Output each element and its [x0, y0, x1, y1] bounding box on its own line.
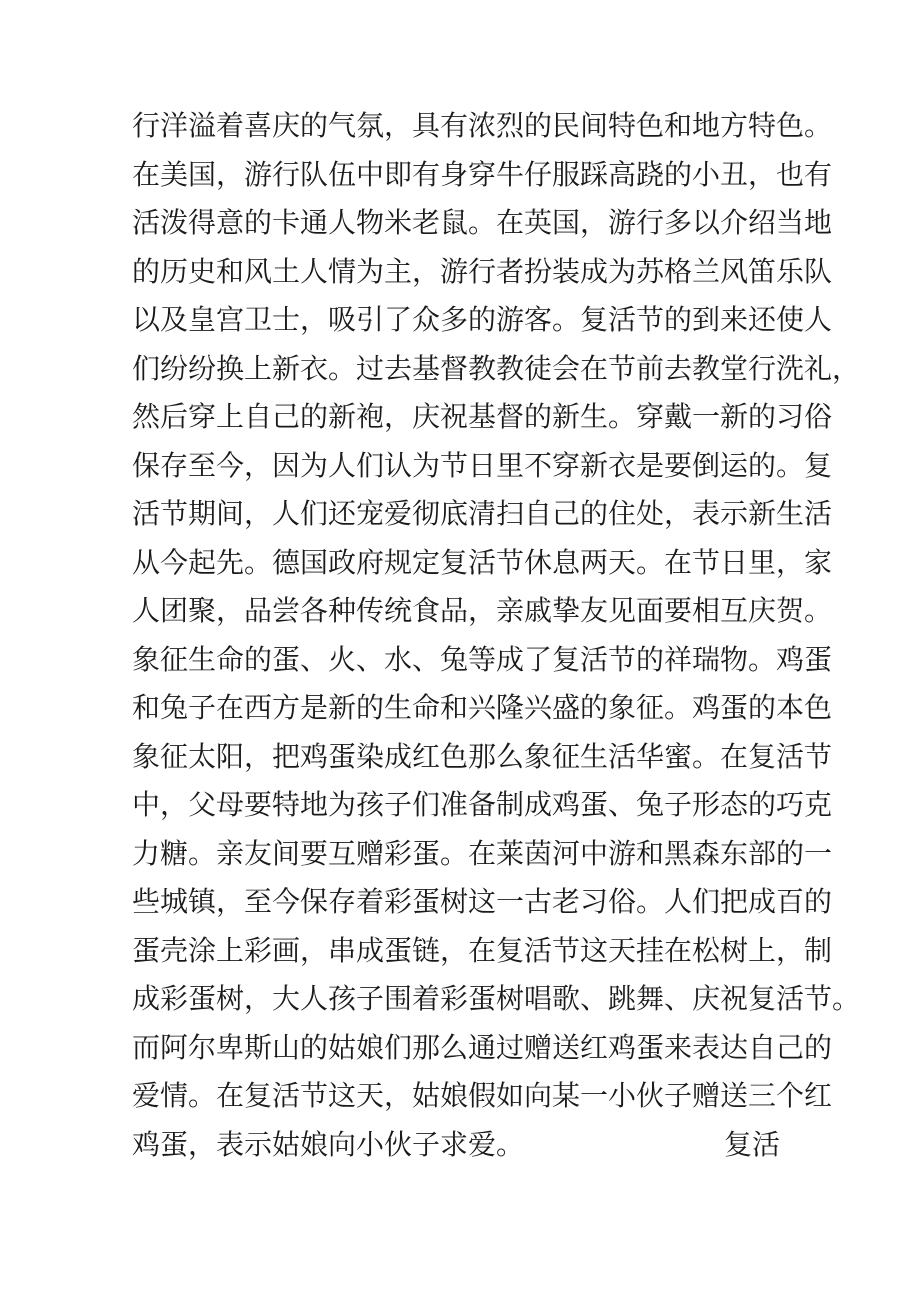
- text-line-22-start: 鸡蛋，表示姑娘向小伙子求爱。: [132, 1127, 525, 1161]
- text-line-8: 保存至今，因为人们认为节日里不穿新衣是要倒运的。复: [132, 448, 833, 482]
- text-line-6: 们纷纷换上新衣。过去基督教教徒会在节前去教堂行洗礼，: [132, 351, 861, 385]
- text-line-21: 爱情。在复活节这天，姑娘假如向某一小伙子赠送三个红: [132, 1079, 833, 1112]
- text-line-22-end: 复活: [724, 1127, 781, 1161]
- text-line-2: 在美国，游行队伍中即有身穿牛仔服踩高跷的小丑，也有: [132, 157, 833, 191]
- text-line-14: 象征太阳，把鸡蛋染成红色那么象征生活华蜜。在复活节: [132, 739, 833, 773]
- text-line-3: 活泼得意的卡通人物米老鼠。在英国，游行多以介绍当地: [132, 206, 833, 239]
- text-line-10: 从今起先。德国政府规定复活节休息两天。在节日里，家: [132, 545, 833, 579]
- text-line-19: 成彩蛋树，大人孩子围着彩蛋树唱歌、跳舞、庆祝复活节。: [132, 982, 861, 1015]
- text-line-5: 以及皇宫卫士，吸引了众多的游客。复活节的到来还使人: [132, 303, 833, 336]
- text-line-16: 力糖。亲友间要互赠彩蛋。在莱茵河中游和黑森东部的一: [132, 836, 833, 870]
- text-line-20: 而阿尔卑斯山的姑娘们那么通过赠送红鸡蛋来表达自己的: [132, 1030, 833, 1064]
- text-line-7: 然后穿上自己的新袍，庆祝基督的新生。穿戴一新的习俗: [132, 400, 833, 433]
- text-line-12: 象征生命的蛋、火、水、兔等成了复活节的祥瑞物。鸡蛋: [132, 642, 833, 676]
- text-line-17: 些城镇，至今保存着彩蛋树这一古老习俗。人们把成百的: [132, 885, 833, 918]
- text-line-22: [132, 1121, 812, 1170]
- text-line-18: 蛋壳涂上彩画，串成蛋链，在复活节这天挂在松树上，制: [132, 933, 833, 967]
- text-line-4: 的历史和风土人情为主，游行者扮装成为苏格兰风笛乐队: [132, 254, 833, 288]
- text-line-15: 中，父母要特地为孩子们准备制成鸡蛋、兔子形态的巧克: [132, 788, 833, 821]
- text-line-1: 行洋溢着喜庆的气氛，具有浓烈的民间特色和地方特色。: [132, 109, 833, 142]
- text-line-13: 和兔子在西方是新的生命和兴隆兴盛的象征。鸡蛋的本色: [132, 691, 833, 724]
- text-line-9: 活节期间，人们还宠爱彻底清扫自己的住处，表示新生活: [132, 497, 833, 530]
- body-paragraph: [132, 102, 861, 1169]
- text-line-11: 人团聚，品尝各种传统食品，亲戚挚友见面要相互庆贺。: [132, 594, 833, 627]
